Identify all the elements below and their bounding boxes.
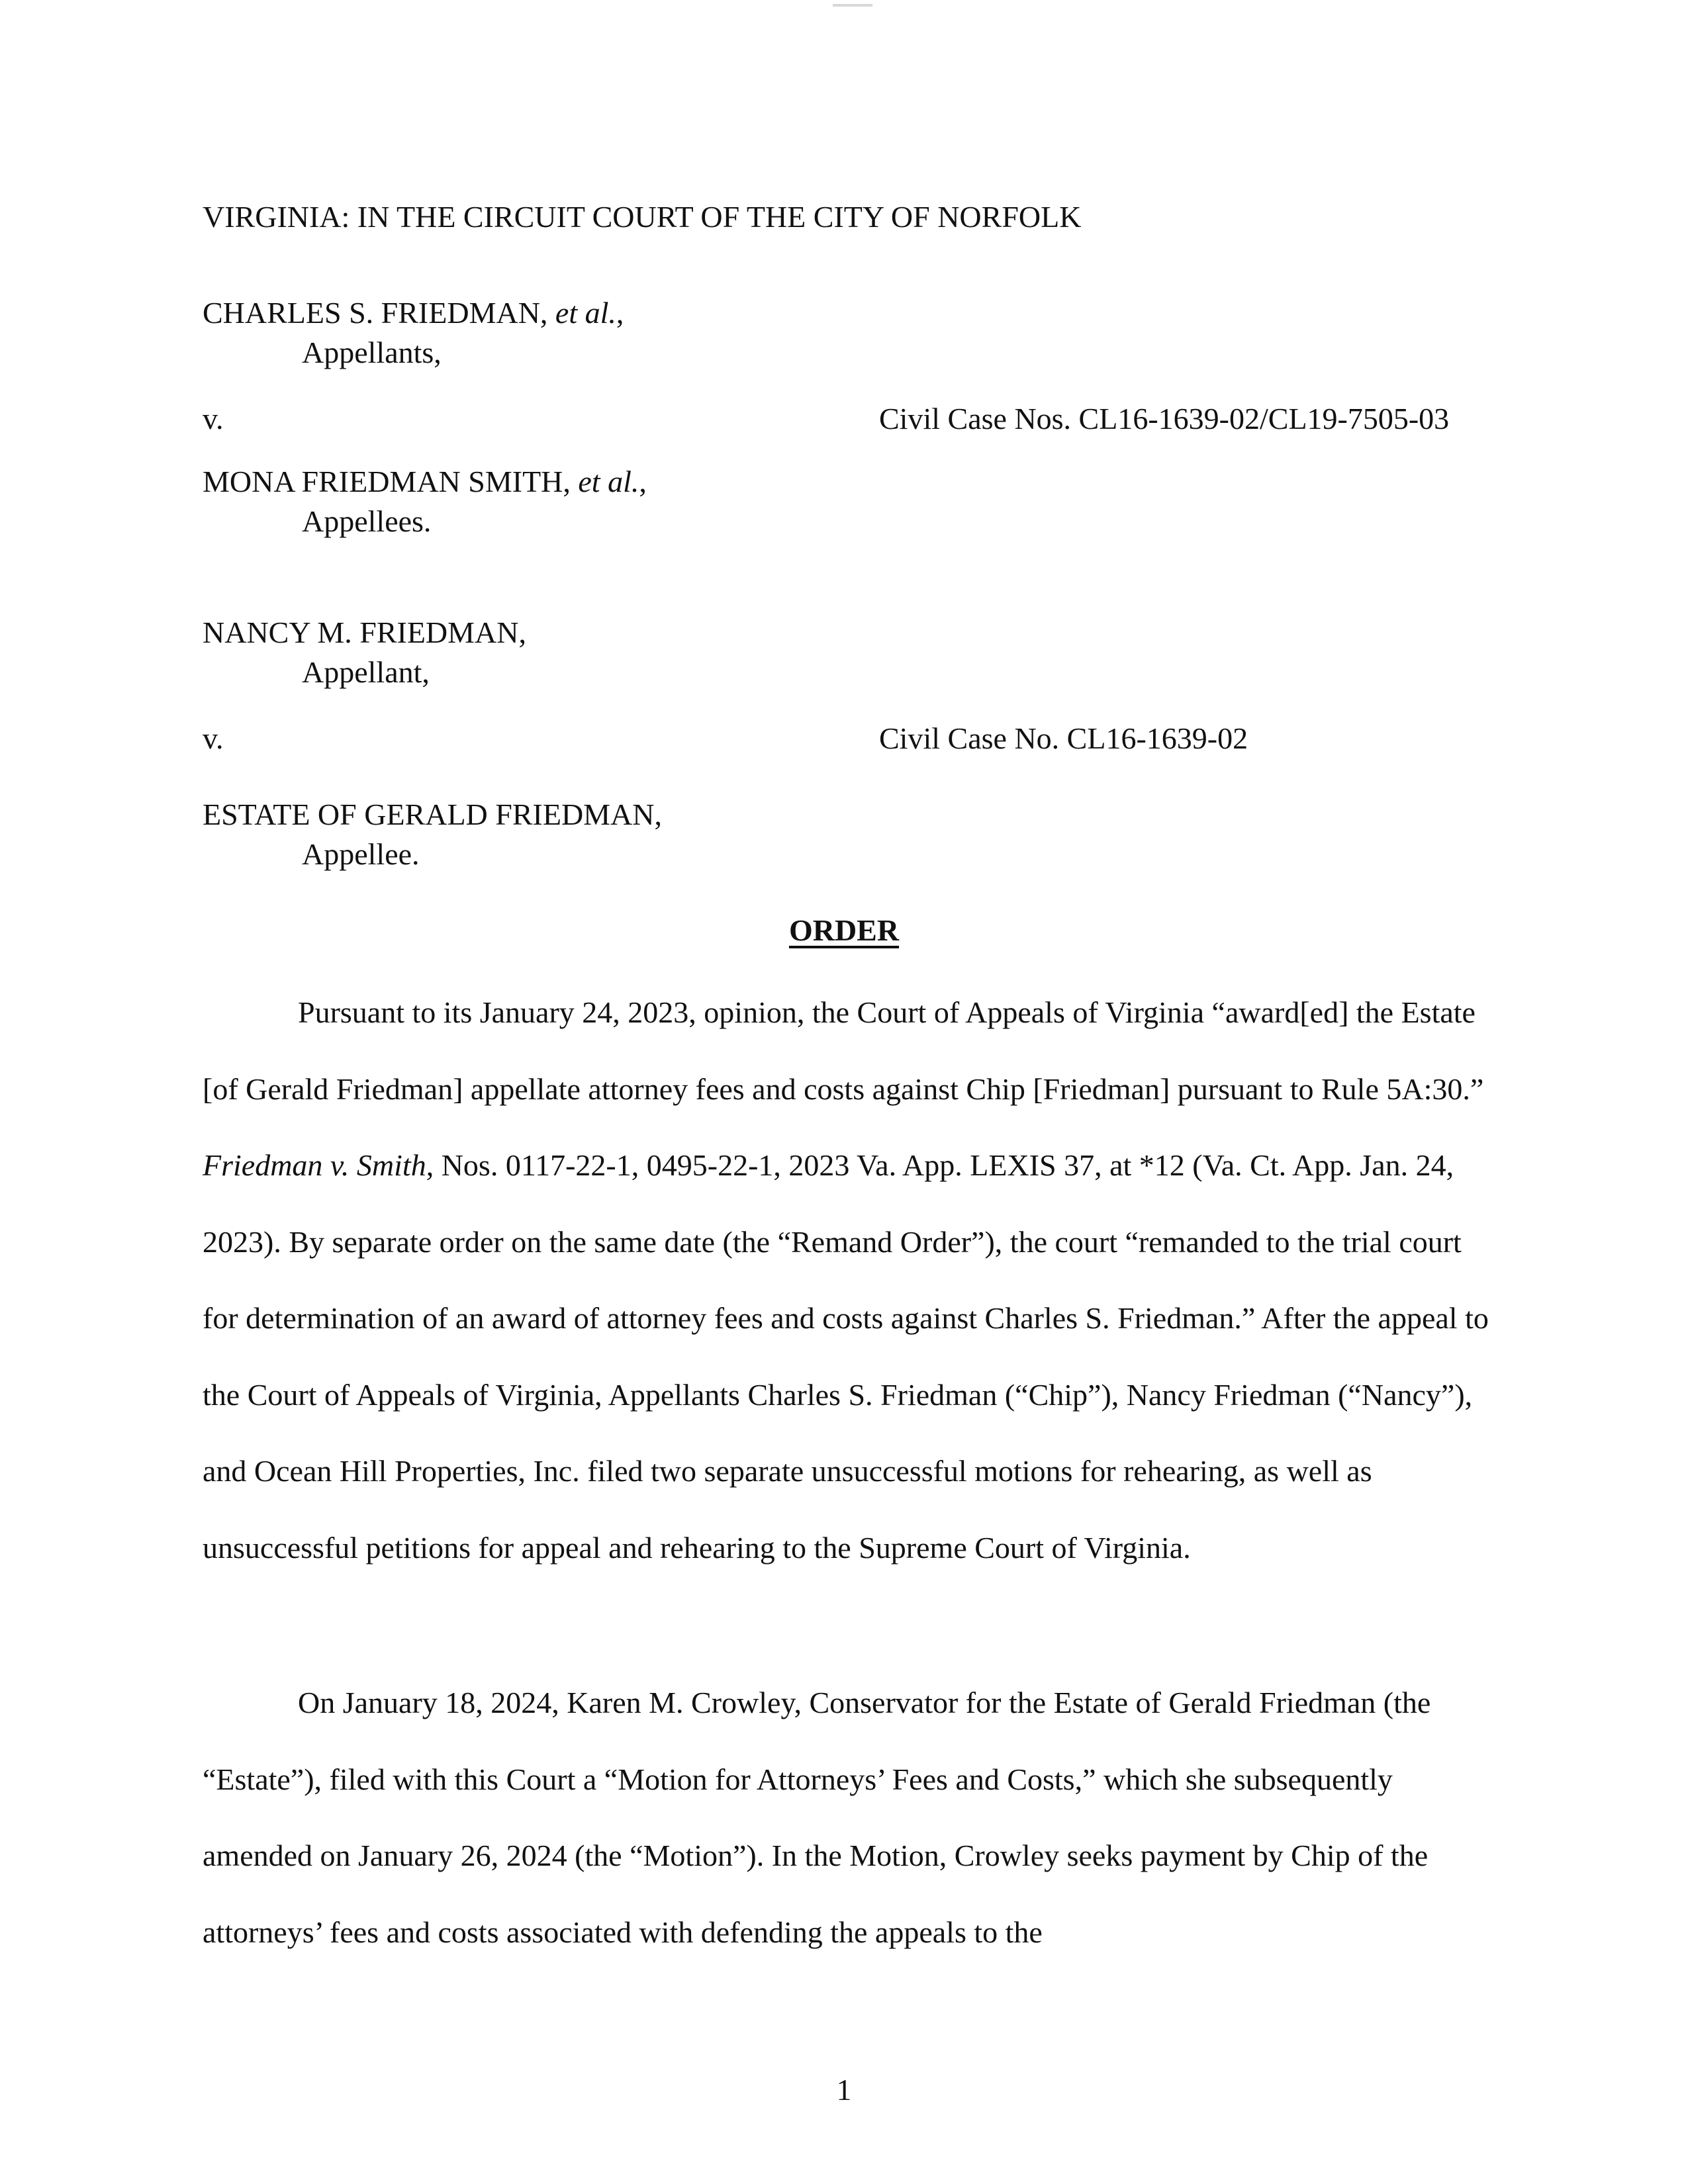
case1-party2-role: Appellees.: [302, 504, 432, 538]
case1-party1-name: CHARLES S. FRIEDMAN,: [203, 296, 555, 330]
page-number: 1: [836, 2073, 852, 2107]
case1-party1-role: Appellants,: [302, 336, 442, 369]
order-title: ORDER: [788, 913, 900, 947]
body-paragraph-1: Pursuant to its January 24, 2023, opinion, the Court of Appeals of Virginia “award[ed] the Estate [of Gerald Friedman] appellate attorney fees and costs against Chip [Friedman] pursuant to Rule 5A:30.” Friedman v. Smith, Nos. 0117-22-1, 0495-22-1, 2023 Va. App. LEXIS 37, at *12 (Va. Ct. App. Jan. 24, 2023). By separate order on the same date (the “Remand Order”), the court “remanded to the trial court for determination of an award of attorney fees and costs against Charles S. Friedman.” After the appeal to the Court of Appeals of Virginia, Appellants Charles S. Friedman (“Chip”), Nancy Friedman (“Nancy”), and Ocean Hill Properties, Inc. filed two separate unsuccessful motions for rehearing, as well as unsuccessful petitions for appeal and rehearing to the Supreme Court of Virginia.: [203, 995, 1489, 1565]
case1-versus: v.: [203, 402, 224, 435]
case1-party1-etal: et al.: [555, 296, 616, 330]
case1-party1: CHARLES S. FRIEDMAN, et al.,: [203, 296, 624, 330]
case2-party2-name: ESTATE OF GERALD FRIEDMAN,: [203, 797, 662, 831]
case2-party2-role: Appellee.: [302, 837, 420, 871]
case1-party2-etal: et al.: [578, 465, 639, 498]
court-heading: VIRGINIA: IN THE CIRCUIT COURT OF THE CITY OF NORFOLK: [203, 200, 1082, 234]
case2-case-number: Civil Case No. CL16-1639-02: [879, 721, 1248, 755]
scan-artifact: [833, 4, 872, 7]
case2-party1-name: NANCY M. FRIEDMAN,: [203, 615, 526, 649]
case1-case-number: Civil Case Nos. CL16-1639-02/CL19-7505-03: [879, 402, 1450, 435]
body-paragraph-2: On January 18, 2024, Karen M. Crowley, Conservator for the Estate of Gerald Friedman (the “Estate”), filed with this Court a “Motion for Attorneys’ Fees and Costs,” which she subsequently amended on January 26, 2024 (the “Motion”). In the Motion, Crowley seeks payment by Chip of the attorneys’ fees and costs associated with defending the appeals to the: [203, 1686, 1431, 1949]
case1-party2: MONA FRIEDMAN SMITH, et al.,: [203, 465, 647, 498]
case2-party1-role: Appellant,: [302, 655, 430, 689]
case1-party2-name: MONA FRIEDMAN SMITH,: [203, 465, 579, 498]
case2-versus: v.: [203, 721, 224, 755]
case-citation: Friedman v. Smith: [203, 1148, 426, 1182]
